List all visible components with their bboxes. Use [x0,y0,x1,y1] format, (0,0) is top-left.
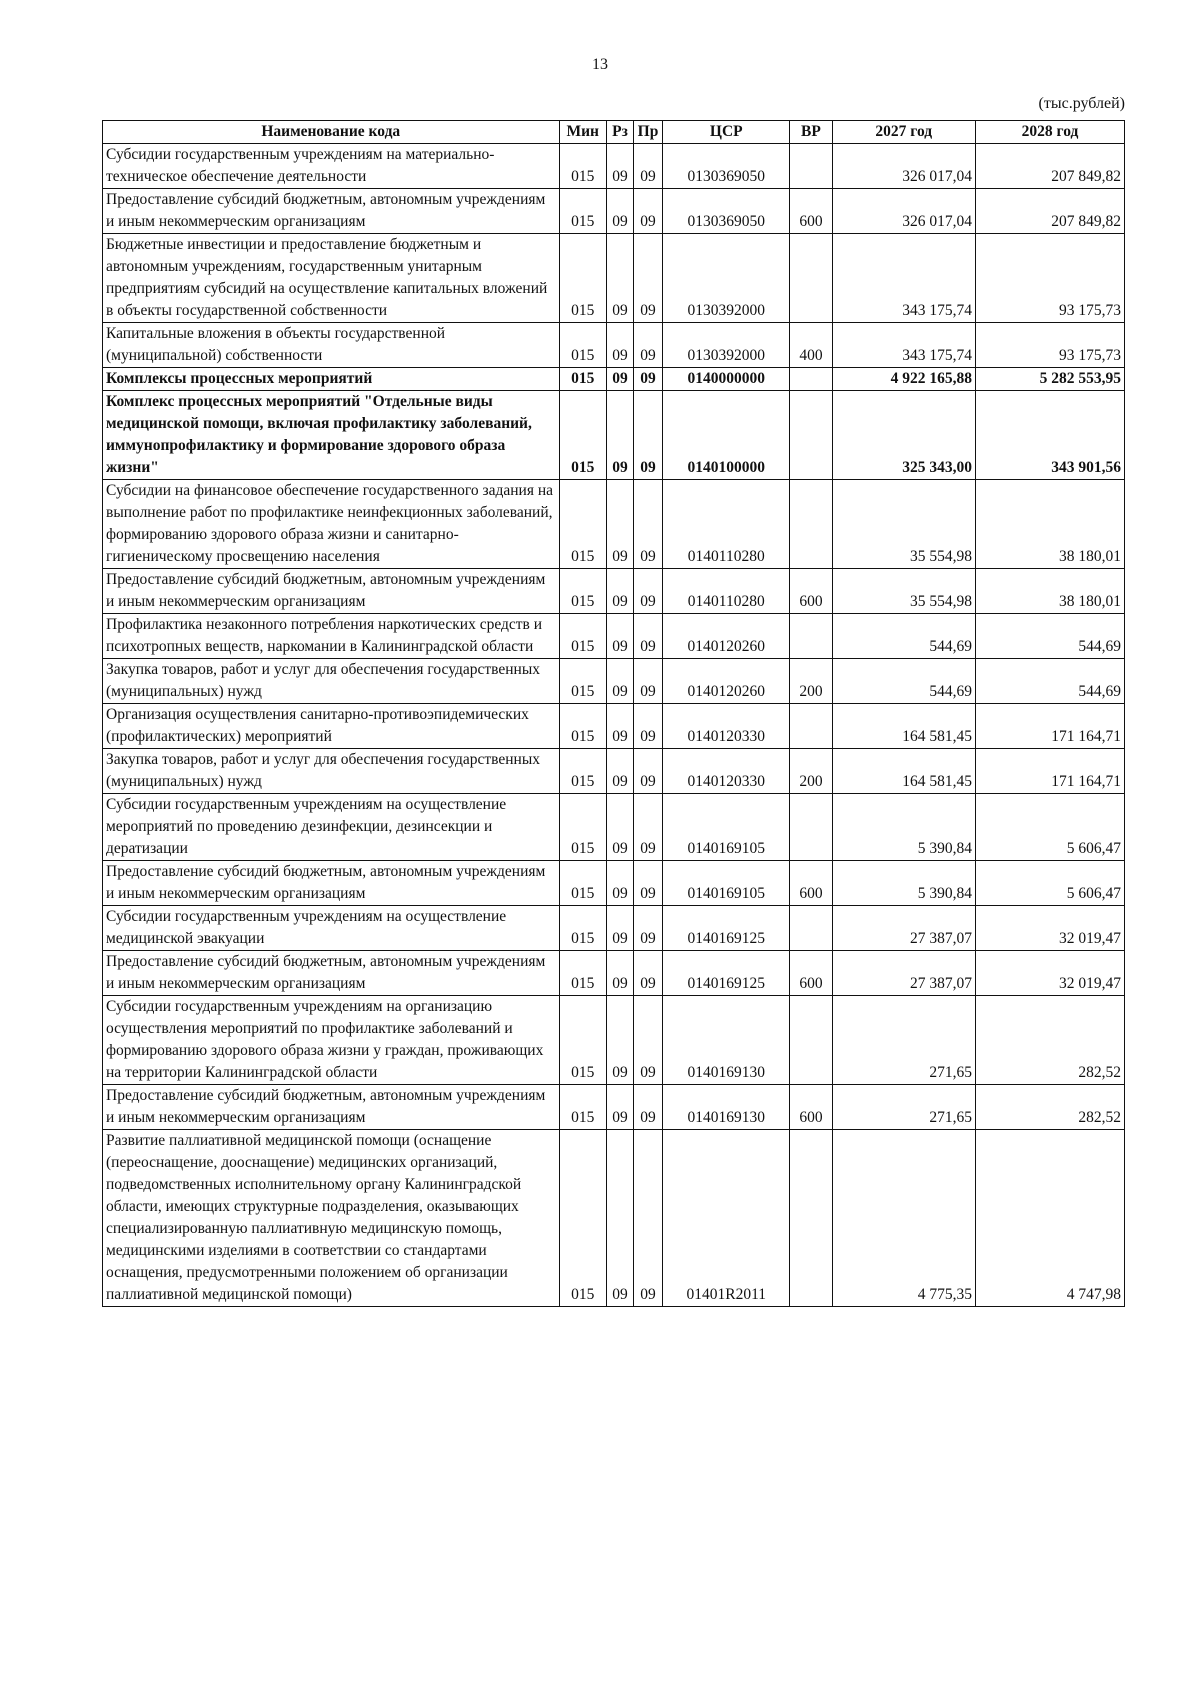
cell-pr: 09 [633,996,662,1085]
table-row [103,861,1125,906]
cell-2027: 164 581,45 [832,749,976,794]
cell-vr: 600 [790,189,832,234]
cell-rz: 09 [606,614,633,659]
cell-rz: 09 [606,480,633,569]
cell-2027: 271,65 [832,1085,976,1130]
header-rz: Рз [606,121,633,144]
cell-name: Предоставление субсидий бюджетным, автономным учреждениям и иным некоммерческим организациям [103,569,560,614]
table-row [103,951,1125,996]
cell-csr: 01401R2011 [663,1130,790,1307]
table-row [103,189,1125,234]
cell-2028: 544,69 [976,614,1125,659]
header-2028: 2028 год [976,121,1125,144]
cell-pr: 09 [633,794,662,861]
cell-csr: 0130369050 [663,144,790,189]
cell-2028: 93 175,73 [976,234,1125,323]
table-row [103,614,1125,659]
cell-csr: 0140100000 [663,391,790,480]
cell-2028: 32 019,47 [976,906,1125,951]
cell-name: Предоставление субсидий бюджетным, автономным учреждениям и иным некоммерческим организациям [103,1085,560,1130]
cell-csr: 0140169105 [663,861,790,906]
cell-csr: 0140169105 [663,794,790,861]
cell-name: Субсидии государственным учреждениям на осуществление медицинской эвакуации [103,906,560,951]
cell-2028: 5 282 553,95 [976,368,1125,391]
table-body [103,144,1125,1307]
table-row [103,659,1125,704]
cell-2028: 93 175,73 [976,323,1125,368]
cell-2027: 4 922 165,88 [832,368,976,391]
cell-rz: 09 [606,189,633,234]
cell-vr [790,391,832,480]
table-row [103,323,1125,368]
cell-min: 015 [559,1085,606,1130]
table-row [103,144,1125,189]
cell-name: Капитальные вложения в объекты государственной (муниципальной) собственности [103,323,560,368]
cell-vr: 400 [790,323,832,368]
cell-2027: 164 581,45 [832,704,976,749]
cell-min: 015 [559,368,606,391]
cell-2027: 544,69 [832,659,976,704]
cell-pr: 09 [633,704,662,749]
cell-pr: 09 [633,144,662,189]
cell-rz: 09 [606,368,633,391]
cell-min: 015 [559,189,606,234]
cell-name: Комплексы процессных мероприятий [103,368,560,391]
cell-2028: 171 164,71 [976,749,1125,794]
cell-rz: 09 [606,659,633,704]
cell-name: Предоставление субсидий бюджетным, автономным учреждениям и иным некоммерческим организациям [103,951,560,996]
cell-vr: 600 [790,951,832,996]
cell-2028: 282,52 [976,996,1125,1085]
cell-pr: 09 [633,906,662,951]
cell-vr: 600 [790,1085,832,1130]
cell-vr [790,614,832,659]
cell-vr [790,480,832,569]
header-pr: Пр [633,121,662,144]
cell-rz: 09 [606,1130,633,1307]
cell-pr: 09 [633,614,662,659]
cell-csr: 0140120260 [663,614,790,659]
cell-csr: 0130392000 [663,323,790,368]
header-csr: ЦСР [663,121,790,144]
header-min: Мин [559,121,606,144]
cell-csr: 0140169130 [663,1085,790,1130]
table-row [103,1130,1125,1307]
cell-2027: 326 017,04 [832,189,976,234]
cell-vr: 200 [790,659,832,704]
page-number: 13 [592,56,608,73]
cell-min: 015 [559,480,606,569]
cell-rz: 09 [606,144,633,189]
cell-2028: 207 849,82 [976,189,1125,234]
cell-pr: 09 [633,659,662,704]
table-row [103,906,1125,951]
cell-2027: 4 775,35 [832,1130,976,1307]
header-vr: ВР [790,121,832,144]
cell-min: 015 [559,794,606,861]
cell-min: 015 [559,234,606,323]
cell-2027: 5 390,84 [832,794,976,861]
cell-rz: 09 [606,861,633,906]
table-row [103,794,1125,861]
cell-name: Бюджетные инвестиции и предоставление бюджетным и автономным учреждениям, государственным унитарным предприятиям субсидий на осуществление капитальных вложений в объекты государственной собственности [103,234,560,323]
cell-csr: 0140120330 [663,704,790,749]
cell-name: Профилактика незаконного потребления наркотических средств и психотропных веществ, наркомании в Калининградской области [103,614,560,659]
cell-name: Комплекс процессных мероприятий "Отдельные виды медицинской помощи, включая профилактику заболеваний, иммунопрофилактику и формирование здорового образа жизни" [103,391,560,480]
cell-name: Субсидии государственным учреждениям на материально-техническое обеспечение деятельности [103,144,560,189]
cell-pr: 09 [633,480,662,569]
cell-vr [790,704,832,749]
cell-2028: 207 849,82 [976,144,1125,189]
cell-csr: 0140120260 [663,659,790,704]
cell-min: 015 [559,1130,606,1307]
cell-min: 015 [559,861,606,906]
cell-pr: 09 [633,1130,662,1307]
cell-2028: 38 180,01 [976,569,1125,614]
cell-2028: 32 019,47 [976,951,1125,996]
cell-csr: 0140110280 [663,569,790,614]
cell-min: 015 [559,906,606,951]
cell-2028: 544,69 [976,659,1125,704]
cell-rz: 09 [606,391,633,480]
cell-2028: 282,52 [976,1085,1125,1130]
cell-vr [790,144,832,189]
cell-vr [790,234,832,323]
cell-2027: 343 175,74 [832,234,976,323]
cell-csr: 0130369050 [663,189,790,234]
table-row [103,234,1125,323]
cell-rz: 09 [606,951,633,996]
cell-csr: 0140000000 [663,368,790,391]
cell-name: Закупка товаров, работ и услуг для обеспечения государственных (муниципальных) нужд [103,659,560,704]
cell-name: Субсидии государственным учреждениям на осуществление мероприятий по проведению дезинфекции, дезинсекции и дератизации [103,794,560,861]
table-row [103,996,1125,1085]
cell-2028: 5 606,47 [976,861,1125,906]
cell-pr: 09 [633,234,662,323]
cell-min: 015 [559,391,606,480]
cell-2027: 544,69 [832,614,976,659]
cell-csr: 0140110280 [663,480,790,569]
cell-name: Закупка товаров, работ и услуг для обеспечения государственных (муниципальных) нужд [103,749,560,794]
cell-name: Предоставление субсидий бюджетным, автономным учреждениям и иным некоммерческим организациям [103,189,560,234]
cell-min: 015 [559,951,606,996]
cell-min: 015 [559,749,606,794]
cell-name: Субсидии на финансовое обеспечение государственного задания на выполнение работ по профилактике неинфекционных заболеваний, формированию здорового образа жизни и санитарно-гигиеническому просвещению населения [103,480,560,569]
cell-rz: 09 [606,1085,633,1130]
cell-pr: 09 [633,189,662,234]
table-row [103,480,1125,569]
units-label: (тыс.рублей) [1038,95,1125,112]
cell-vr [790,368,832,391]
cell-csr: 0130392000 [663,234,790,323]
cell-min: 015 [559,704,606,749]
table-row [103,1085,1125,1130]
cell-2027: 35 554,98 [832,569,976,614]
cell-vr [790,794,832,861]
cell-name: Развитие паллиативной медицинской помощи (оснащение (переоснащение, дооснащение) медицинских организаций, подведомственных исполнительному органу Калининградской области, имеющих структурные подразделения, оказывающих специализированную паллиативную медицинскую помощь, медицинскими изделиями в соответствии со стандартами оснащения, предусмотренными положением об организации паллиативной медицинской помощи) [103,1130,560,1307]
cell-2027: 271,65 [832,996,976,1085]
cell-min: 015 [559,614,606,659]
cell-name: Предоставление субсидий бюджетным, автономным учреждениям и иным некоммерческим организациям [103,861,560,906]
cell-name: Субсидии государственным учреждениям на организацию осуществления мероприятий по профилактике заболеваний и формированию здорового образа жизни у граждан, проживающих на территории Калининградской области [103,996,560,1085]
cell-pr: 09 [633,1085,662,1130]
cell-rz: 09 [606,996,633,1085]
cell-2027: 326 017,04 [832,144,976,189]
cell-min: 015 [559,659,606,704]
budget-table [102,120,1125,1307]
cell-rz: 09 [606,569,633,614]
cell-min: 015 [559,569,606,614]
cell-vr [790,996,832,1085]
cell-name: Организация осуществления санитарно-противоэпидемических (профилактических) мероприятий [103,704,560,749]
cell-2027: 35 554,98 [832,480,976,569]
cell-csr: 0140169130 [663,996,790,1085]
cell-2027: 27 387,07 [832,906,976,951]
cell-pr: 09 [633,323,662,368]
table-row [103,704,1125,749]
cell-pr: 09 [633,951,662,996]
cell-rz: 09 [606,234,633,323]
cell-vr [790,1130,832,1307]
cell-vr: 600 [790,569,832,614]
cell-min: 015 [559,996,606,1085]
cell-2028: 38 180,01 [976,480,1125,569]
cell-2027: 343 175,74 [832,323,976,368]
cell-rz: 09 [606,749,633,794]
cell-pr: 09 [633,569,662,614]
cell-vr: 200 [790,749,832,794]
table-row [103,569,1125,614]
cell-2028: 4 747,98 [976,1130,1125,1307]
cell-rz: 09 [606,794,633,861]
table-row [103,749,1125,794]
header-name: Наименование кода [103,121,560,144]
cell-min: 015 [559,323,606,368]
cell-vr: 600 [790,861,832,906]
cell-pr: 09 [633,861,662,906]
cell-pr: 09 [633,749,662,794]
cell-csr: 0140169125 [663,906,790,951]
cell-csr: 0140120330 [663,749,790,794]
cell-2027: 325 343,00 [832,391,976,480]
cell-min: 015 [559,144,606,189]
cell-rz: 09 [606,704,633,749]
cell-2027: 5 390,84 [832,861,976,906]
cell-vr [790,906,832,951]
header-2027: 2027 год [832,121,976,144]
cell-rz: 09 [606,323,633,368]
cell-pr: 09 [633,368,662,391]
table-row [103,391,1125,480]
table-header-row [103,121,1125,144]
cell-pr: 09 [633,391,662,480]
cell-rz: 09 [606,906,633,951]
cell-2027: 27 387,07 [832,951,976,996]
table-row [103,368,1125,391]
cell-2028: 343 901,56 [976,391,1125,480]
cell-2028: 171 164,71 [976,704,1125,749]
cell-csr: 0140169125 [663,951,790,996]
cell-2028: 5 606,47 [976,794,1125,861]
